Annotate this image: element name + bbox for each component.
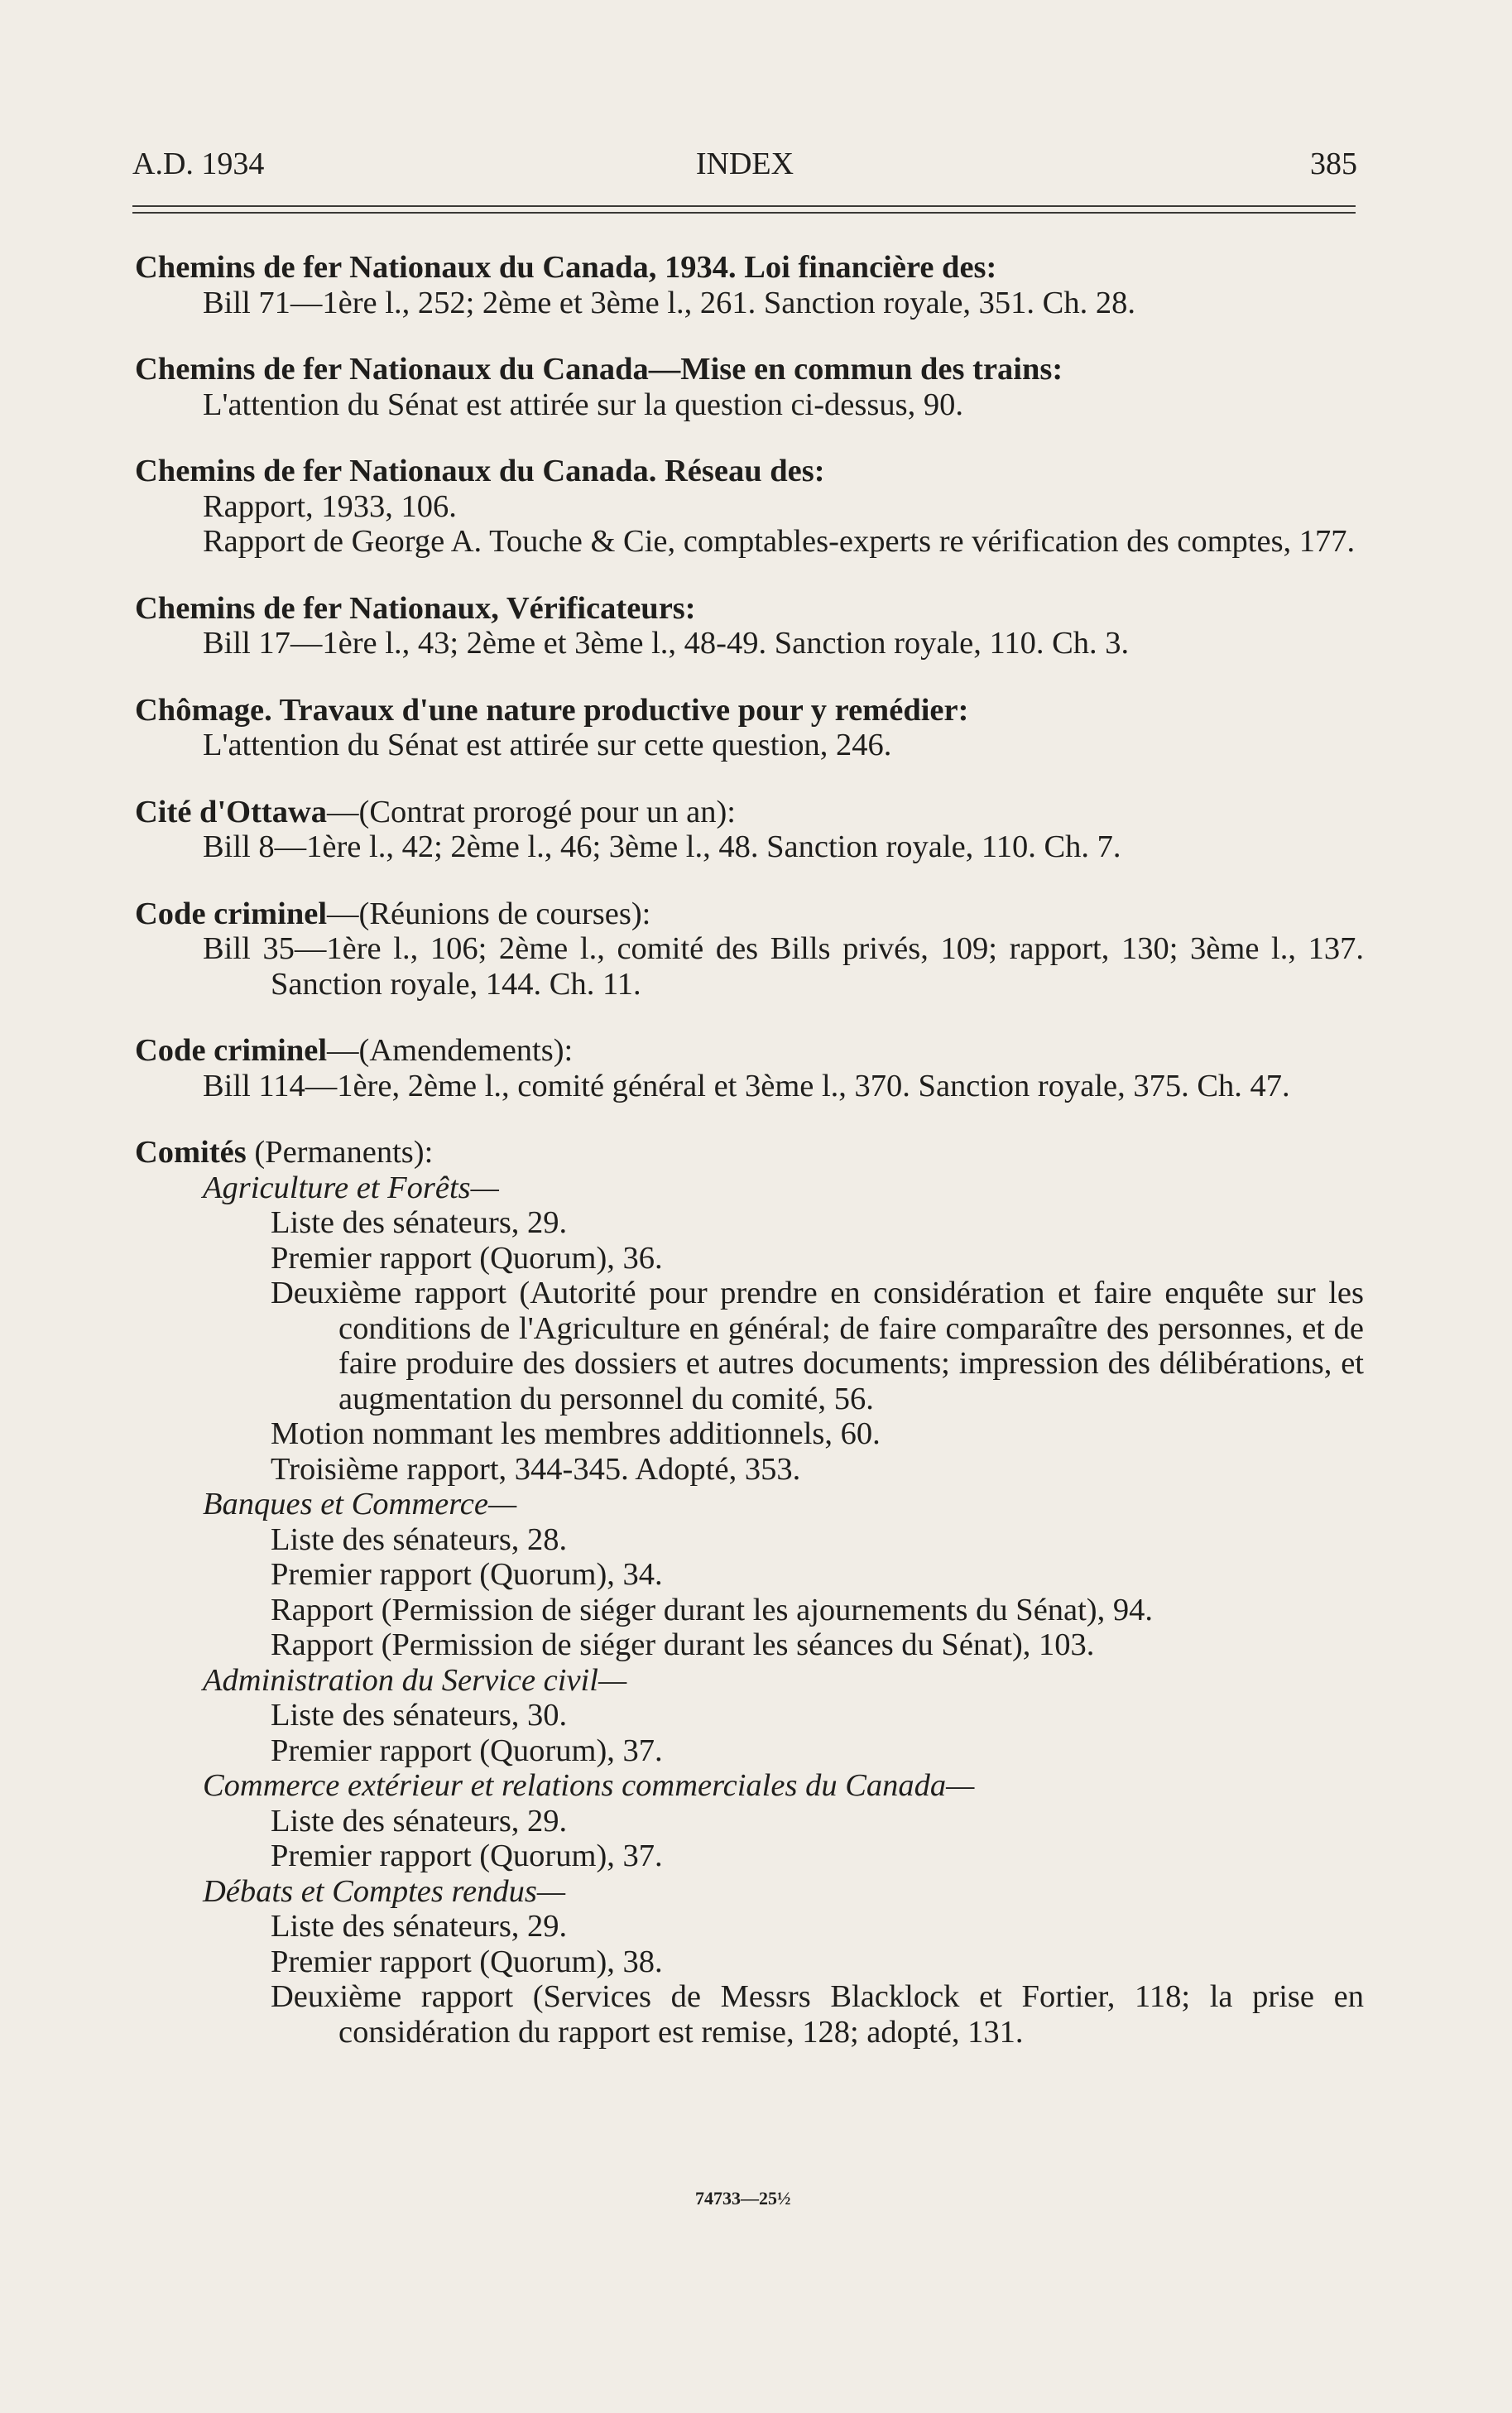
entry-heading-qualifier: —(Amendements): [327,1033,574,1068]
entry-line: Bill 8—1ère l., 42; 2ème l., 46; 3ème l., 48. Sanction royale, 110. Ch. 7. [203,829,1121,864]
page-number: 385 [1310,147,1357,181]
entry-line: Bill 114—1ère, 2ème l., comité général et 3ème l., 370. Sanction royale, 375. Ch. 47. [203,1068,1290,1103]
entry-heading-qualifier: —(Contrat prorogé pour un an): [327,794,737,829]
entry-heading: Chemins de fer Nationaux du Canada—Mise en commun des trains: [135,352,1063,387]
entry-heading-row [135,1033,1364,1069]
index-entry [135,250,1364,320]
committee-name: Commerce extérieur et relations commerciales du Canada— [203,1768,975,1803]
entry-line: L'attention du Sénat est attirée sur cette question, 246. [203,728,892,762]
committee-name: Administration du Service civil— [203,1662,627,1698]
entry-heading-row [135,896,1364,932]
committee-item: Liste des sénateurs, 29. [271,1909,568,1944]
committee-item: Deuxième rapport (Autorité pour prendre en considération et faire enquête sur les conditions de l'Agriculture en général; de faire comparaître des personnes, et de faire produire des dossiers et autres documents; impression des délibérations, et augmentation du personnel du comité, 56. [271,1276,1364,1416]
committee-item: Rapport (Permission de siéger durant les séances du Sénat), 103. [271,1627,1095,1662]
header-rule-bottom [132,212,1356,214]
entry-heading-qualifier: —(Réunions de courses): [327,896,651,931]
header-rule-top [132,205,1356,207]
index-entry [135,693,1364,763]
committee-item: Premier rapport (Quorum), 34. [271,1557,663,1592]
committee-item: Liste des sénateurs, 29. [271,1205,568,1240]
entry-heading: Chemins de fer Nationaux du Canada. Réseau des: [135,454,825,488]
committee-item: Troisième rapport, 344-345. Adopté, 353. [271,1451,801,1487]
entry-heading-row [135,795,1364,830]
committee-name: Agriculture et Forêts— [203,1170,499,1205]
printer-signature: 74733—25½ [695,2188,791,2209]
index-entry [135,454,1364,560]
entry-heading-row [135,1135,1364,1170]
committee-name: Banques et Commerce— [203,1487,517,1521]
committee-item: Premier rapport (Quorum), 37. [271,1839,663,1873]
index-entry [135,1033,1364,1103]
entry-heading: Comités [135,1135,247,1170]
entry-heading-qualifier: (Permanents): [246,1135,434,1170]
committee-item: Motion nommant les membres additionnels, 60. [271,1416,881,1451]
entry-line: L'attention du Sénat est attirée sur la question ci-dessus, 90. [203,387,963,422]
committee-item: Deuxième rapport (Services de Messrs Blacklock et Fortier, 118; la prise en considération du rapport est remise, 128; adopté, 131. [271,1979,1364,2050]
entry-line: Bill 71—1ère l., 252; 2ème et 3ème l., 261. Sanction royale, 351. Ch. 28. [203,285,1135,320]
entry-heading: Chemins de fer Nationaux, Vérificateurs: [135,590,696,626]
committee-item: Liste des sénateurs, 30. [271,1698,568,1733]
entry-heading: Chômage. Travaux d'une nature productive pour y remédier: [135,692,969,728]
entry-heading: Code criminel [135,896,328,931]
index-entry [135,795,1364,865]
entry-line: Rapport de George A. Touche & Cie, comptables-experts re vérification des comptes, 177. [203,524,1356,559]
committee-item: Rapport (Permission de siéger durant les ajournements du Sénat), 94. [271,1592,1154,1627]
committee-name: Débats et Comptes rendus— [203,1873,566,1909]
header-title: INDEX [695,147,794,181]
committee-item: Premier rapport (Quorum), 37. [271,1733,663,1768]
comites-entry [135,1135,1364,2050]
entry-line: Rapport, 1933, 106. [203,488,457,524]
index-entry [135,591,1364,661]
committee-item: Liste des sénateurs, 29. [271,1803,568,1839]
committee-item: Premier rapport (Quorum), 36. [271,1240,663,1276]
index-entry [135,896,1364,1002]
entry-line: Bill 35—1ère l., 106; 2ème l., comité des Bills privés, 109; rapport, 130; 3ème l., 137. Sanction royale, 144. Ch. 11. [203,931,1364,1002]
index-entry [135,352,1364,422]
page-header [132,146,1357,187]
index-content [135,250,1364,2081]
header-year: A.D. 1934 [132,147,265,181]
committee-item: Liste des sénateurs, 28. [271,1521,568,1557]
committee-item: Premier rapport (Quorum), 38. [271,1944,663,1979]
entry-heading: Cité d'Ottawa [135,794,328,829]
entry-heading: Chemins de fer Nationaux du Canada, 1934. Loi financière des: [135,250,997,285]
entry-heading: Code criminel [135,1033,328,1068]
entry-line: Bill 17—1ère l., 43; 2ème et 3ème l., 48-49. Sanction royale, 110. Ch. 3. [203,626,1130,661]
